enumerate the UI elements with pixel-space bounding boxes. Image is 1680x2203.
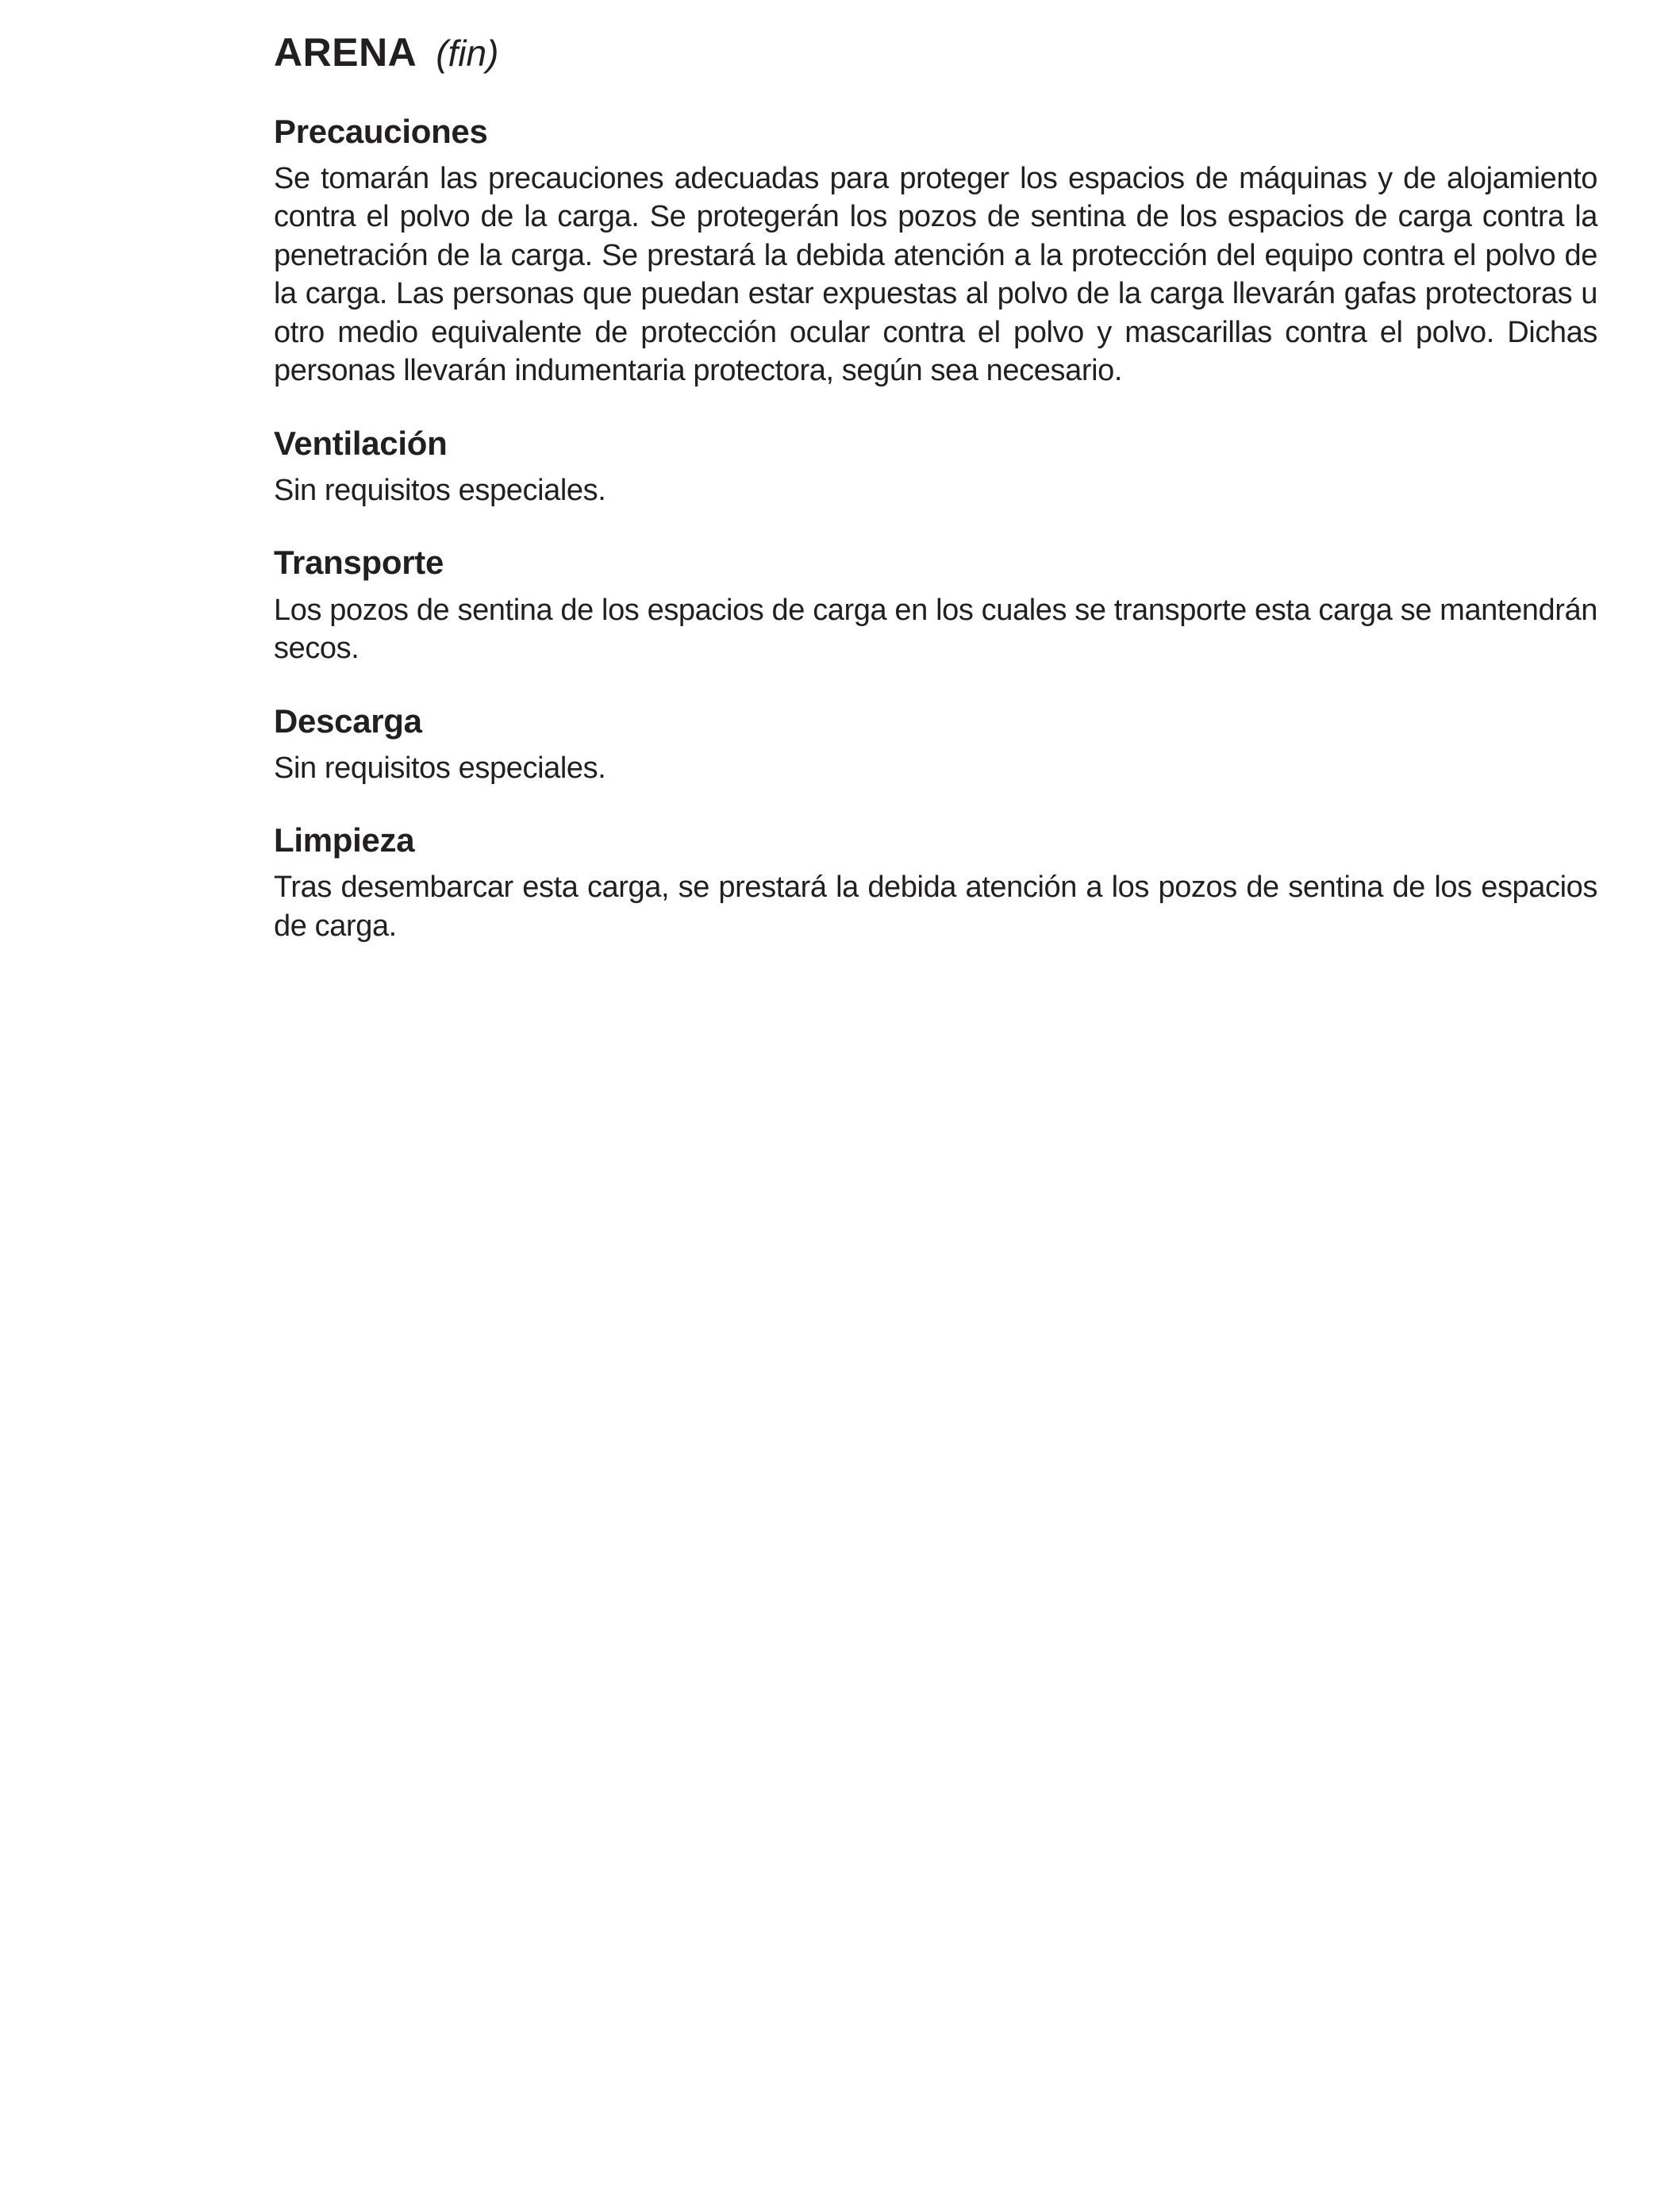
cargo-name: ARENA — [274, 30, 417, 75]
section-ventilacion — [274, 425, 1597, 510]
section-heading: Precauciones — [274, 112, 488, 150]
section-body: Los pozos de sentina de los espacios de carga en los cuales se transporte esta carga se mantendrán secos. — [274, 593, 1597, 666]
section-body: Se tomarán las precauciones adecuadas para proteger los espacios de máquinas y de alojamiento contra el polvo de la carga. Se protegerán los pozos de sentina de los espacios de carga contra la penetración de la carga. Se prestará la debida atención a la protección del equipo contra el polvo de la carga. Las personas que puedan estar expuestas al polvo de la carga llevarán gafas protectoras u otro medio equivalente de protección ocular contra el polvo y mascarillas contra el polvo. Dichas personas llevarán indumentaria protectora, según sea necesario. — [274, 161, 1597, 388]
page-content — [274, 32, 1597, 945]
section-heading: Transporte — [274, 544, 444, 582]
page-title — [274, 32, 1597, 74]
section-precauciones — [274, 113, 1597, 390]
section-body: Sin requisitos especiales. — [274, 751, 606, 785]
section-transporte — [274, 544, 1597, 667]
section-heading: Descarga — [274, 702, 422, 740]
section-body: Sin requisitos especiales. — [274, 473, 606, 507]
section-descarga — [274, 703, 1597, 788]
cargo-continuation-marker: (fin) — [436, 33, 499, 74]
section-heading: Ventilación — [274, 424, 448, 462]
section-body: Tras desembarcar esta carga, se prestará la debida atención a los pozos de sentina de los espacios de carga. — [274, 871, 1597, 943]
section-heading: Limpieza — [274, 821, 415, 859]
section-limpieza — [274, 822, 1597, 945]
